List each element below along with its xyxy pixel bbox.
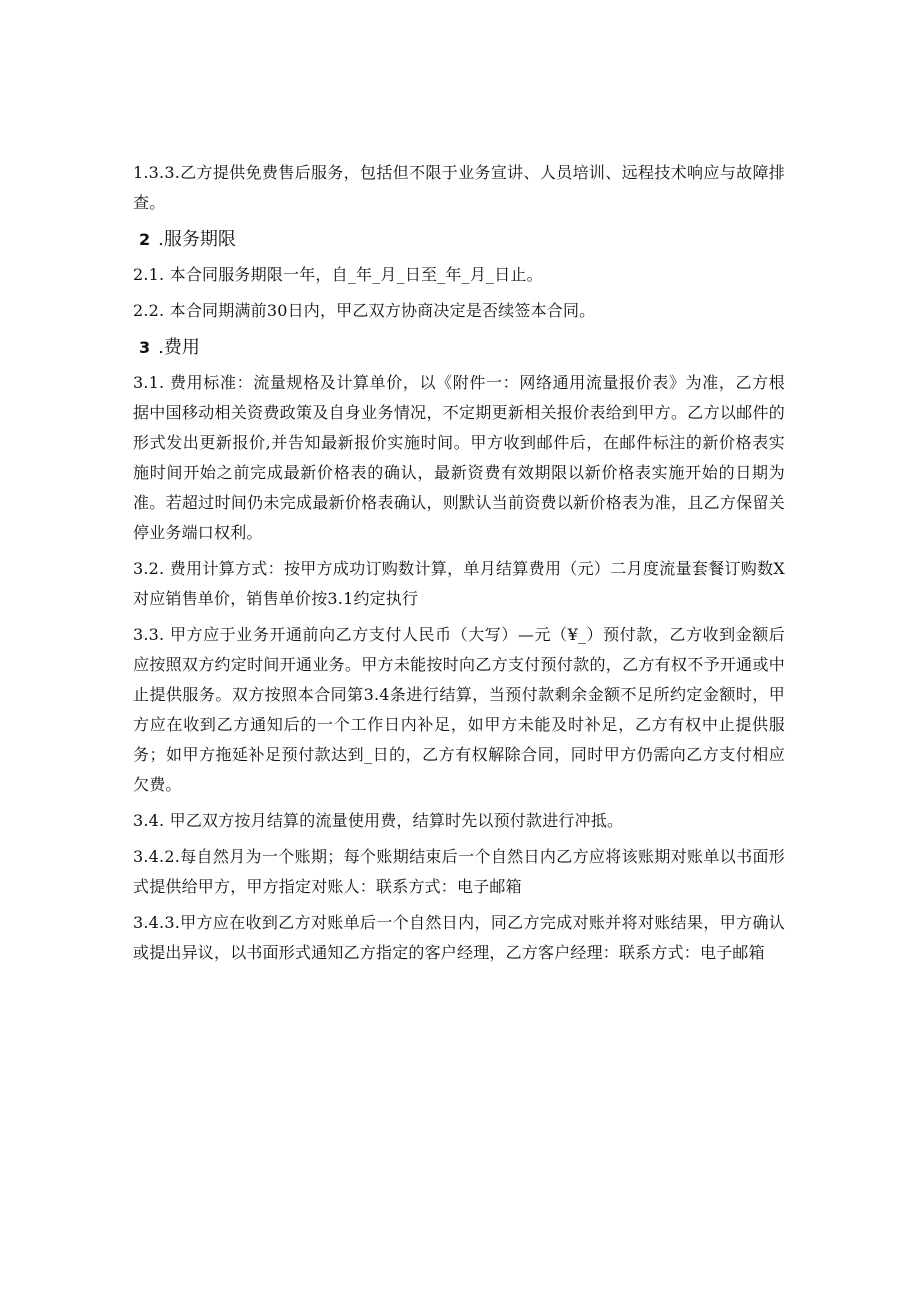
section-number: 2 (139, 230, 151, 249)
section-title: .服务期限 (158, 229, 236, 250)
clause-3-1: 3.1. 费用标准：流量规格及计算单价，以《附件一：网络通用流量报价表》为准，乙方根据中国移动相关资费政策及自身业务情况，不定期更新相关报价表给到甲方。乙方以邮件的形式发出更新报价,并告知最新报价实施时间。甲方收到邮件后，在邮件标注的新价格表实施时间开始之前完成最新价格表的确认，最新资费有效期限以新价格表实施开始的日期为准。若超过时间仍未完成最新价格表确认，则默认当前资费以新价格表为准，且乙方保留关停业务端口权利。 (133, 373, 785, 542)
clause-2-2: 2.2. 本合同期满前30日内，甲乙双方协商决定是否续签本合同。 (133, 301, 596, 320)
section-heading-2 (139, 224, 785, 256)
clause-3-4-3: 3.4.3.甲方应在收到乙方对账单后一个自然日内，同乙方完成对账并将对账结果，甲方确认或提出异议，以书面形式通知乙方指定的客户经理，乙方客户经理：联系方式：电子邮箱 (133, 913, 785, 962)
clause-3-4-2: 3.4.2.每自然月为一个账期；每个账期结束后一个自然日内乙方应将该账期对账单以书面形式提供给甲方，甲方指定对账人：联系方式：电子邮箱 (133, 847, 785, 896)
section-title: .费用 (158, 337, 200, 358)
clause-3-4: 3.4. 甲乙双方按月结算的流量使用费，结算时先以预付款进行冲抵。 (133, 811, 624, 830)
clause-1-3-3: 1.3.3.乙方提供免费售后服务，包括但不限于业务宣讲、人员培训、远程技术响应与故障排查。 (133, 163, 785, 212)
clause-3-2: 3.2. 费用计算方式：按甲方成功订购数计算，单月结算费用（元）二月度流量套餐订购数X对应销售单价，销售单价按3.1约定执行 (133, 559, 785, 608)
section-number: 3 (139, 338, 151, 357)
clause-3-3: 3.3. 甲方应于业务开通前向乙方支付人民币（大写）—元（¥_）预付款，乙方收到金额后应按照双方约定时间开通业务。甲方未能按时向乙方支付预付款的，乙方有权不予开通或中止提供服务。双方按照本合同第3.4条进行结算，当预付款剩余金额不足所约定金额时，甲方应在收到乙方通知后的一个工作日内补足，如甲方未能及时补足，乙方有权中止提供服务；如甲方拖延补足预付款达到_日的，乙方有权解除合同，同时甲方仍需向乙方支付相应欠费。 (133, 625, 785, 794)
clause-2-1: 2.1. 本合同服务期限一年，自_年_月_日至_年_月_日止。 (133, 265, 543, 284)
section-heading-3 (139, 332, 785, 364)
document-body (133, 158, 785, 974)
